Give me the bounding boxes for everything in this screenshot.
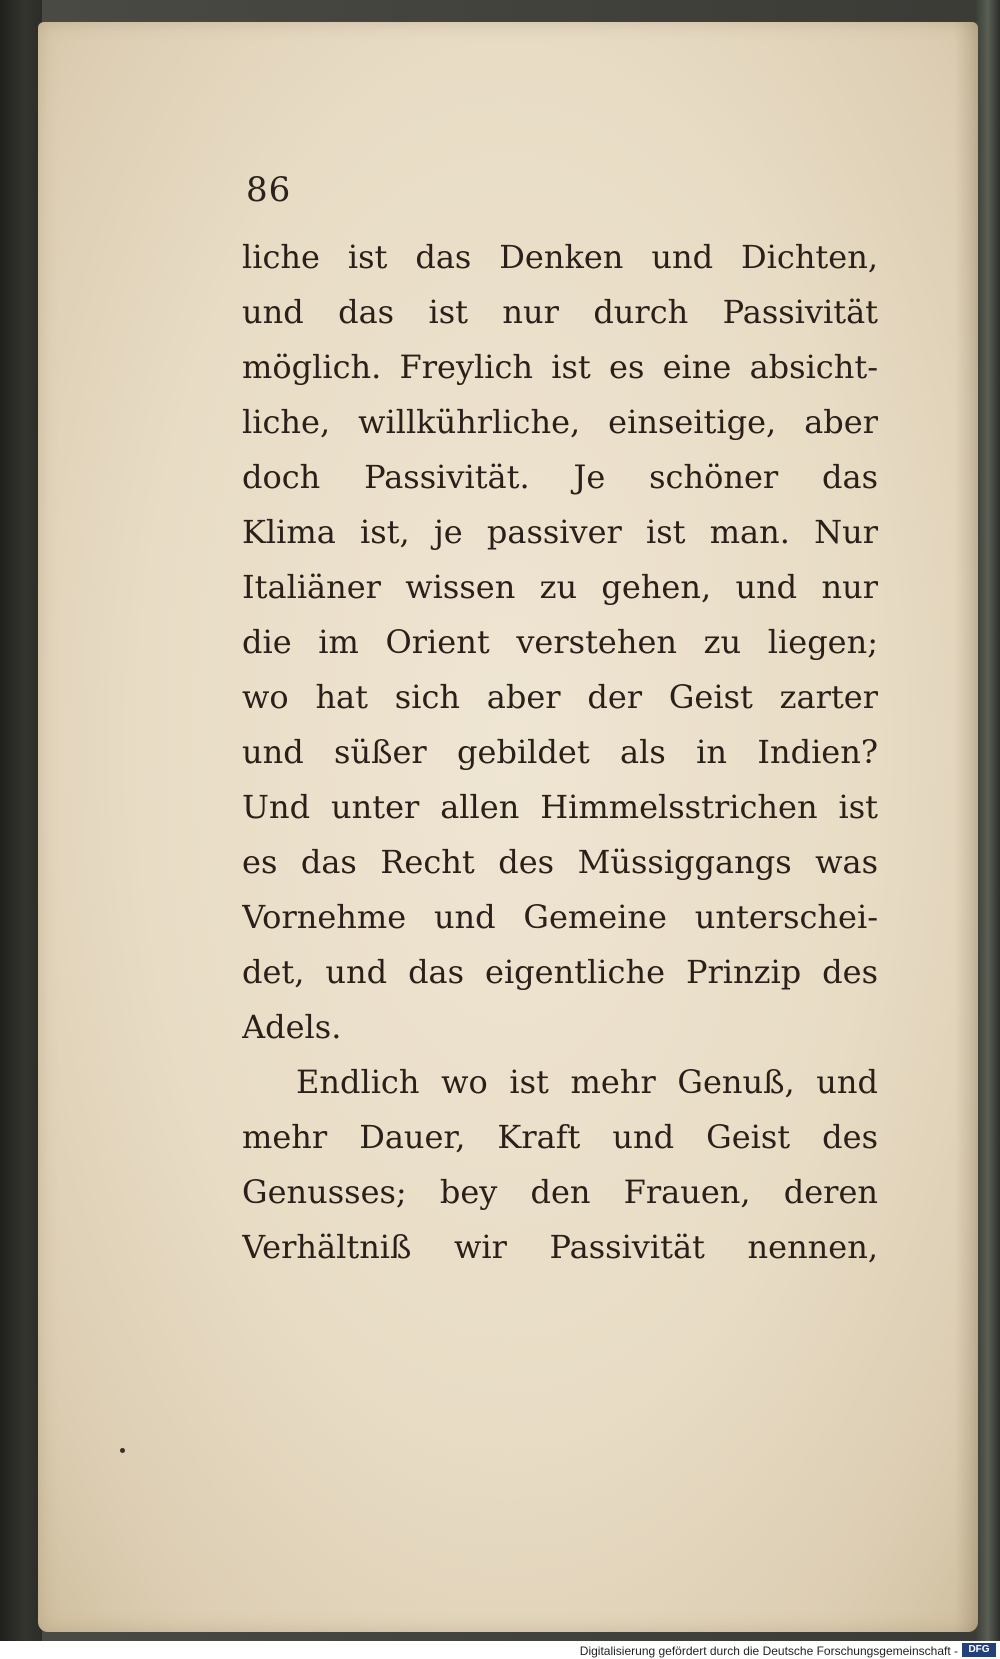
text-line: det, und das eigentliche Prinzip des <box>242 953 878 991</box>
footer-credit: Digitalisierung gefördert durch die Deutsche Forschungsgemeinschaft - <box>579 1644 958 1658</box>
text-line: liche ist das Denken und Dichten, <box>242 238 878 276</box>
text-line: wo hat sich aber der Geist zarter <box>242 678 878 716</box>
text-line: Und unter allen Himmelsstrichen ist <box>242 788 878 826</box>
book-page <box>38 22 978 1632</box>
text-line: Verhältniß wir Passivität nennen, <box>242 1228 878 1266</box>
ink-speck <box>120 1448 125 1453</box>
dfg-logo: DFG <box>962 1643 996 1657</box>
text-line: die im Orient verstehen zu liegen; <box>242 623 878 661</box>
text-line: liche, willkührliche, einseitige, aber <box>242 403 878 441</box>
text-line: Endlich wo ist mehr Genuß, und <box>296 1063 878 1101</box>
text-line: Klima ist, je passiver ist man. Nur <box>242 513 878 551</box>
digitization-footer <box>0 1641 1000 1659</box>
text-line: und süßer gebildet als in Indien? <box>242 733 878 771</box>
text-line: Italiäner wissen zu gehen, und nur <box>242 568 878 606</box>
book-cover-edge <box>976 0 1000 1659</box>
text-line: Adels. <box>242 1008 342 1046</box>
text-line: möglich. Freylich ist es eine absicht- <box>242 348 878 386</box>
text-line: doch Passivität. Je schöner das <box>242 458 878 496</box>
text-line: Genusses; bey den Frauen, deren <box>242 1173 878 1211</box>
text-block <box>242 230 878 1275</box>
text-line: es das Recht des Müssiggangs was <box>242 843 878 881</box>
text-line: mehr Dauer, Kraft und Geist des <box>242 1118 878 1156</box>
book-spine <box>0 0 42 1659</box>
text-line: und das ist nur durch Passivität <box>242 293 878 331</box>
text-line: Vornehme und Gemeine unterschei- <box>242 898 878 936</box>
page-number: 86 <box>246 170 292 210</box>
